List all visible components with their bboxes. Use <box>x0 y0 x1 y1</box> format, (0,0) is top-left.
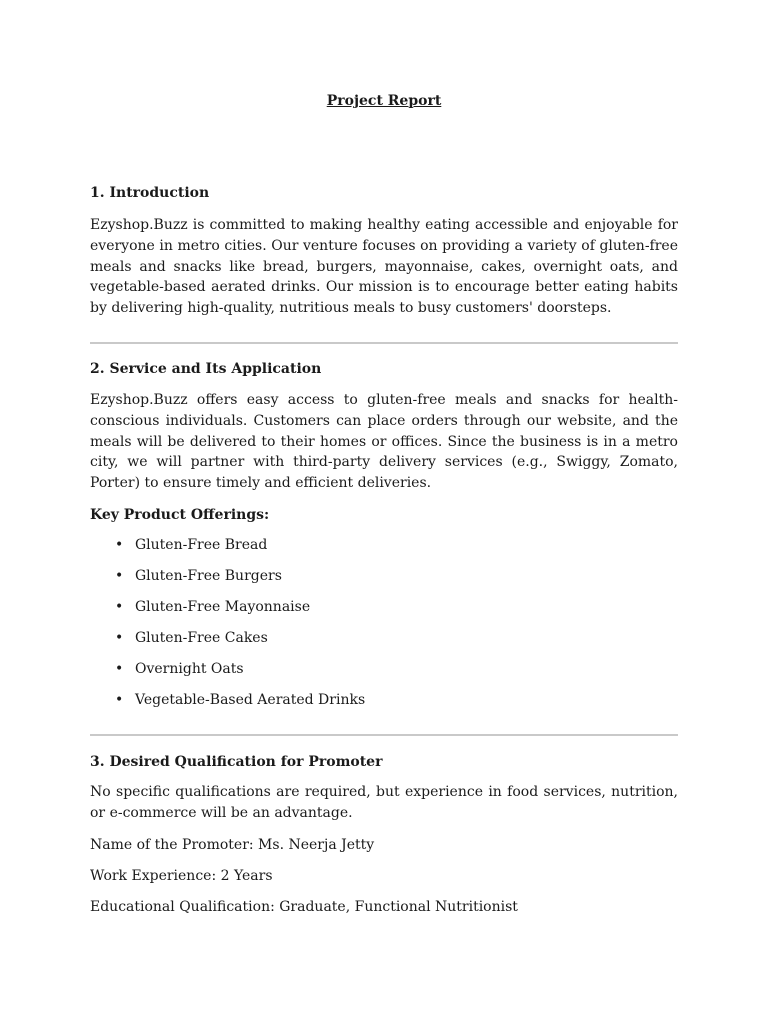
promoter-name: Name of the Promoter: Ms. Neerja Jetty <box>90 836 375 853</box>
bullet-icon: • <box>115 537 124 553</box>
bullet-icon: • <box>115 661 124 677</box>
section-heading: 2. Service and Its Application <box>90 361 322 377</box>
section-introduction <box>90 183 678 319</box>
educational-qualification: Educational Qualification: Graduate, Functional Nutritionist <box>90 898 518 915</box>
section-heading: 3. Desired Qualification for Promoter <box>90 754 383 770</box>
list-item: • Gluten-Free Burgers <box>115 568 282 584</box>
bullet-icon: • <box>115 692 124 708</box>
list-item: • Overnight Oats <box>115 661 244 677</box>
list-item: • Gluten-Free Mayonnaise <box>115 599 311 615</box>
bullet-icon: • <box>115 630 124 646</box>
section-heading: 1. Introduction <box>90 185 210 201</box>
list-item: • Vegetable-Based Aerated Drinks <box>115 692 366 708</box>
section-body: Ezyshop.Buzz is committed to making healthy eating accessible and enjoyable for everyone in metro cities. Our venture focuses on providing a variety of gluten-free meals and snacks like bread, burgers, mayonnaise, cakes, overnight oats, and vegetable-based aerated drinks. Our mission is to encourage better eating habits by delivering high-quality, nutritious meals to busy customers' doorsteps. <box>90 217 678 317</box>
section-divider <box>90 734 678 736</box>
key-offerings-heading: Key Product Offerings: <box>90 506 270 523</box>
list-item: • Gluten-Free Bread <box>115 537 268 553</box>
list-item: • Gluten-Free Cakes <box>115 630 268 646</box>
product-offerings-list <box>90 535 678 721</box>
section-divider <box>90 342 678 344</box>
bullet-icon: • <box>115 599 124 615</box>
bullet-icon: • <box>115 568 124 584</box>
work-experience: Work Experience: 2 Years <box>90 867 273 884</box>
section-body: Ezyshop.Buzz offers easy access to gluten-free meals and snacks for health-conscious individuals. Customers can place orders through our website, and the meals will be delivered to their homes or offices. Since the business is in a metro city, we will partner with third-party delivery services (e.g., Swiggy, Zomato, Porter) to ensure timely and efficient deliveries. <box>90 392 678 492</box>
section-qualification <box>90 752 678 917</box>
section-body: No specific qualifications are required, but experience in food services, nutrition, or e-commerce will be an advantage. <box>90 784 678 821</box>
page-title: Project Report <box>326 93 442 109</box>
section-service <box>90 359 678 525</box>
